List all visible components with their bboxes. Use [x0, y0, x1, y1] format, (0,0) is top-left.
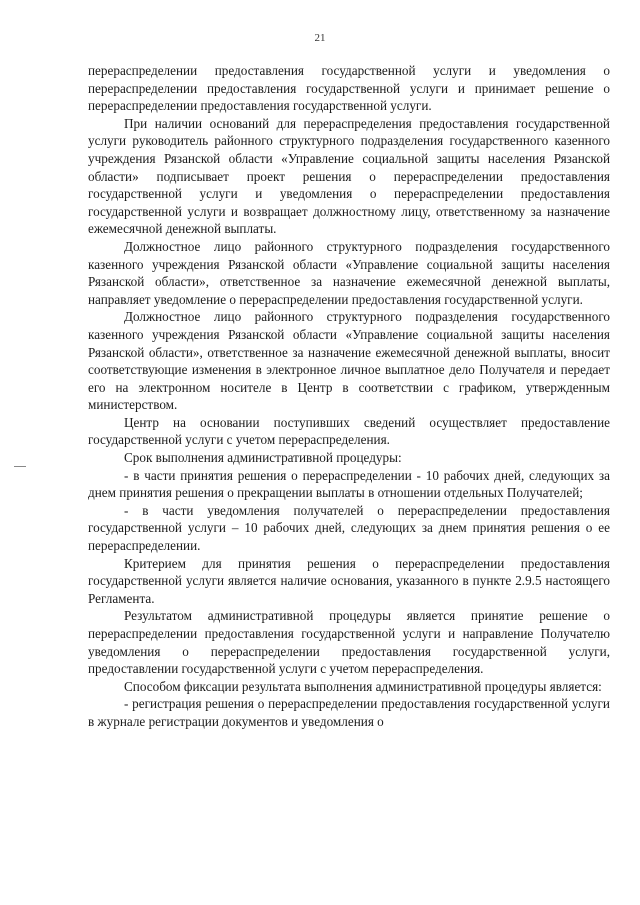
document-body — [88, 62, 610, 731]
paragraph-4: Должностное лицо районного структурного подразделения государственного казенного учреждения Рязанской области «Управление социальной защиты населения Рязанской области», ответственное за назначение ежемесячной денежной выплаты, вносит соответствующие изменения в электронное личное выплатное дело Получателя и передает его на электронном носителе в Центр в соответствии с графиком, утвержденным министерством. — [88, 309, 610, 413]
paragraph-6: Срок выполнения административной процедуры: — [124, 450, 402, 466]
paragraph-2: При наличии оснований для перераспределения предоставления государственной услуги руководитель районного структурного подразделения государственного казенного учреждения Рязанской области «Управление социальной защиты населения Рязанской области» подписывает проект решения о перераспределении предоставления государственной услуги и уведомления о перераспределении предоставления государственной услуги и возвращает должностному лицу, ответственному за назначение ежемесячной денежной выплаты. — [88, 115, 610, 237]
paragraph-7: - в части принятия решения о перераспределении - 10 рабочих дней, следующих за днем принятия решения о прекращении выплаты в отношении отдельных Получателей; — [88, 467, 610, 501]
page-number: 21 — [314, 32, 326, 44]
paragraph-9: Критерием для принятия решения о перераспределении предоставления государственной услуги является наличие основания, указанного в пункте 2.9.5 настоящего Регламента. — [88, 555, 610, 606]
paragraph-12: - регистрация решения о перераспределении предоставления государственной услуги в журнале регистрации документов и уведомления о — [88, 696, 610, 729]
paragraph-1: перераспределении предоставления государственной услуги и уведомления о перераспределении предоставления государственной услуги и принимает решение о перераспределении предоставления государственной услуги. — [88, 63, 610, 114]
scan-margin-mark — [14, 466, 26, 467]
paragraph-5: Центр на основании поступивших сведений осуществляет предоставление государственной услуги с учетом перераспределения. — [88, 414, 610, 448]
paragraph-11: Способом фиксации результата выполнения административной процедуры является: — [124, 678, 602, 694]
paragraph-8: - в части уведомления получателей о перераспределении предоставления государственной услуги – 10 рабочих дней, следующих за днем принятия решения о ее перераспределении. — [88, 502, 610, 554]
paragraph-3: Должностное лицо районного структурного подразделения государственного казенного учреждения Рязанской области «Управление социальной защиты населения Рязанской области», ответственное за назначение ежемесячной денежной выплаты, направляет уведомление о перераспределении предоставления государственной услуги. — [88, 238, 610, 307]
paragraph-10: Результатом административной процедуры является принятие решение о перераспределении предоставления государственной услуги и направление Получателю уведомления о перераспределении предоставления государственной услуги, предоставлении государственной услуги с учетом перераспределения. — [88, 608, 610, 677]
